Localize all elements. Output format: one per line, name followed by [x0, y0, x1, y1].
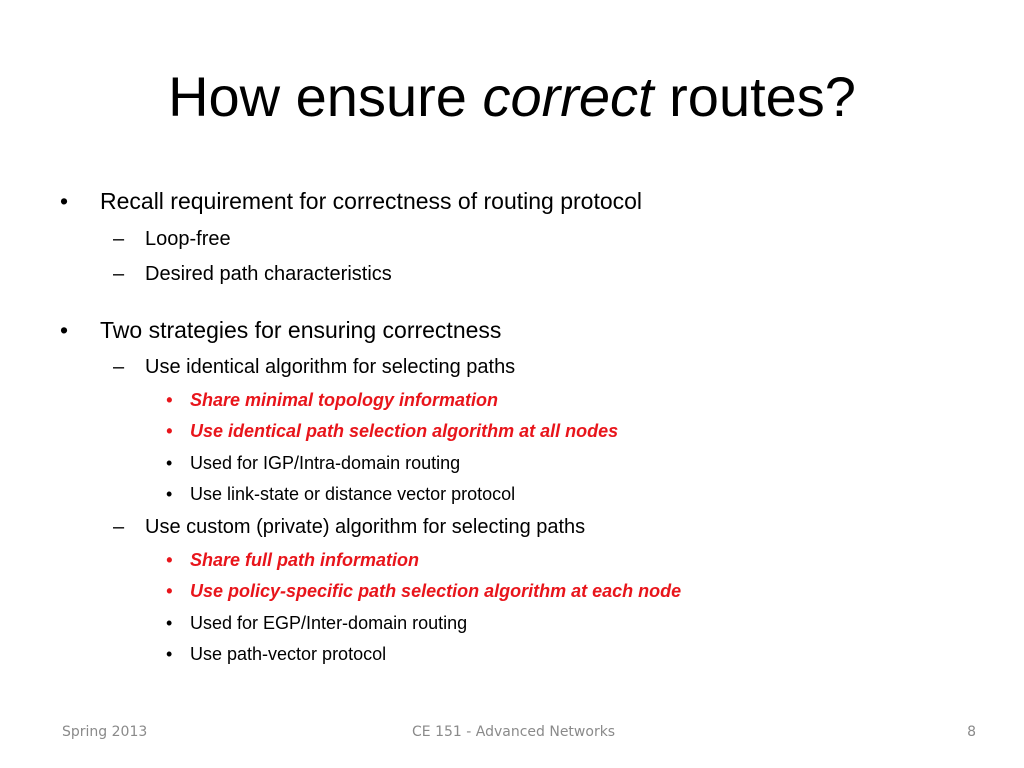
title-part-2: routes? — [653, 65, 856, 128]
title-part-1: How ensure — [168, 65, 483, 128]
bullet-marker: • — [166, 581, 173, 601]
bullet-marker: • — [60, 188, 69, 214]
title-emphasis: correct — [482, 65, 654, 128]
footer-page-number: 8 — [967, 724, 976, 740]
subsubbullet-text: Used for EGP/Inter-domain routing — [190, 613, 468, 633]
bullet-text: Recall requirement for correctness of routing protocol — [100, 188, 643, 214]
bullet-marker: • — [166, 644, 173, 664]
subsubbullet-text: Share full path information — [190, 550, 420, 570]
dash-marker: – — [113, 516, 125, 538]
bullet-marker: • — [166, 453, 173, 473]
bullet-marker: • — [60, 317, 69, 343]
dash-marker: – — [113, 263, 125, 285]
bullet-marker: • — [166, 613, 173, 633]
subsubbullet-text: Use policy-specific path selection algorithm at each node — [190, 581, 682, 601]
subsubbullet-text: Use path-vector protocol — [190, 644, 387, 664]
bullet-marker: • — [166, 484, 173, 504]
bullet-marker: • — [166, 421, 173, 441]
subbullet-text: Desired path characteristics — [145, 263, 392, 285]
bullet-marker: • — [166, 550, 173, 570]
bullet-text: Two strategies for ensuring correctness — [100, 317, 502, 343]
dash-marker: – — [113, 228, 125, 250]
subsubbullet-text: Used for IGP/Intra-domain routing — [190, 453, 461, 473]
footer-date: Spring 2013 — [62, 724, 148, 740]
subbullet-text: Use identical algorithm for selecting paths — [145, 356, 516, 378]
footer-course: CE 151 - Advanced Networks — [412, 724, 616, 740]
subsubbullet-text: Share minimal topology information — [190, 390, 499, 410]
subbullet-text: Use custom (private) algorithm for selecting paths — [145, 516, 586, 538]
dash-marker: – — [113, 356, 125, 378]
bullet-marker: • — [166, 390, 173, 410]
subsubbullet-text: Use link-state or distance vector protocol — [190, 484, 516, 504]
subsubbullet-text: Use identical path selection algorithm at all nodes — [190, 421, 619, 441]
subbullet-text: Loop-free — [145, 228, 231, 250]
